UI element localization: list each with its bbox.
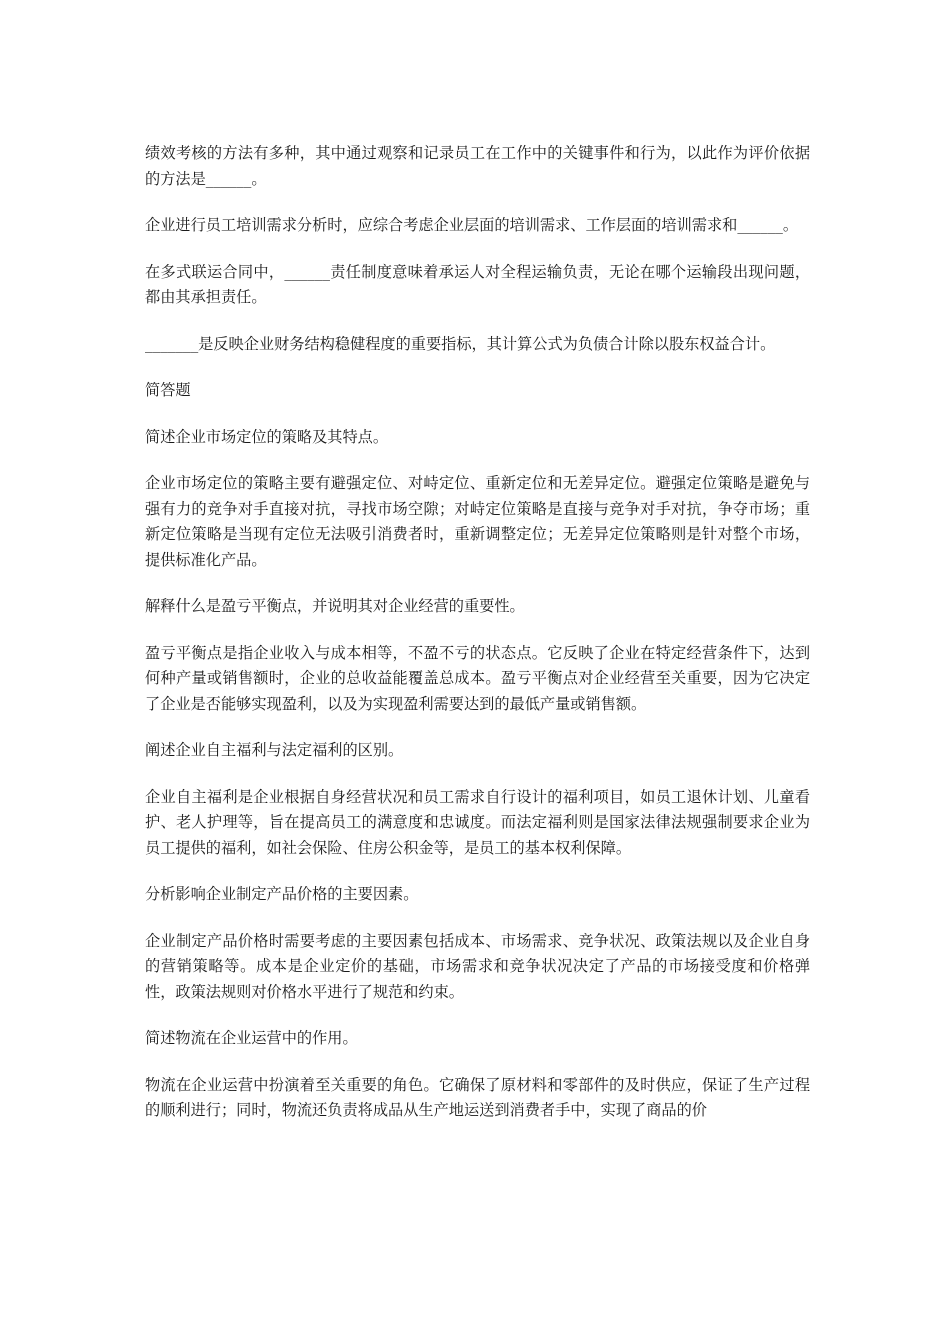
fill-blank-question-3: 在多式联运合同中，______责任制度意味着承运人对全程运输负责，无论在哪个运输段出现问题，都由其承担责任。 — [145, 262, 810, 306]
question-2: 解释什么是盈亏平衡点，并说明其对企业经营的重要性。 — [145, 597, 525, 615]
fill-blank-question-4: _______是反映企业财务结构稳健程度的重要指标，其计算公式为负债合计除以股东权益合计。 — [145, 334, 776, 353]
question-5: 简述物流在企业运营中的作用。 — [145, 1029, 358, 1047]
answer-3: 企业自主福利是企业根据自身经营状况和员工需求自行设计的福利项目，如员工退休计划、儿童看护、老人护理等，旨在提高员工的满意度和忠诚度。而法定福利则是国家法律法规强制要求企业为员工提供的福利，如社会保险、住房公积金等，是员工的基本权利保障。 — [145, 787, 810, 857]
answer-2: 盈亏平衡点是指企业收入与成本相等，不盈不亏的状态点。它反映了企业在特定经营条件下，达到何种产量或销售额时，企业的总收益能覆盖总成本。盈亏平衡点对企业经营至关重要，因为它决定了企业是否能够实现盈利，以及为实现盈利需要达到的最低产量或销售额。 — [145, 643, 810, 713]
question-3: 阐述企业自主福利与法定福利的区别。 — [145, 741, 404, 759]
answer-1: 企业市场定位的策略主要有避强定位、对峙定位、重新定位和无差异定位。避强定位策略是避免与强有力的竞争对手直接对抗，寻找市场空隙；对峙定位策略是直接与竞争对手对抗，争夺市场；重新定位策略是当现有定位无法吸引消费者时，重新调整定位；无差异定位策略则是针对整个市场，提供标准化产品。 — [145, 474, 810, 569]
document-page — [145, 141, 810, 1145]
fill-blank-question-1: 绩效考核的方法有多种，其中通过观察和记录员工在工作中的关键事件和行为，以此作为评价依据的方法是______。 — [145, 144, 810, 188]
fill-blank-question-2: 企业进行员工培训需求分析时，应综合考虑企业层面的培训需求、工作层面的培训需求和______。 — [145, 216, 799, 234]
answer-5: 物流在企业运营中扮演着至关重要的角色。它确保了原材料和零部件的及时供应，保证了生产过程的顺利进行；同时，物流还负责将成品从生产地运送到消费者手中，实现了商品的价 — [145, 1075, 810, 1119]
answer-4: 企业制定产品价格时需要考虑的主要因素包括成本、市场需求、竞争状况、政策法规以及企业自身的营销策略等。成本是企业定价的基础，市场需求和竞争状况决定了产品的市场接受度和价格弹性，政策法规则对价格水平进行了规范和约束。 — [145, 931, 810, 1001]
question-4: 分析影响企业制定产品价格的主要因素。 — [145, 885, 419, 903]
section-title: 简答题 — [145, 381, 191, 399]
question-1: 简述企业市场定位的策略及其特点。 — [145, 427, 388, 446]
